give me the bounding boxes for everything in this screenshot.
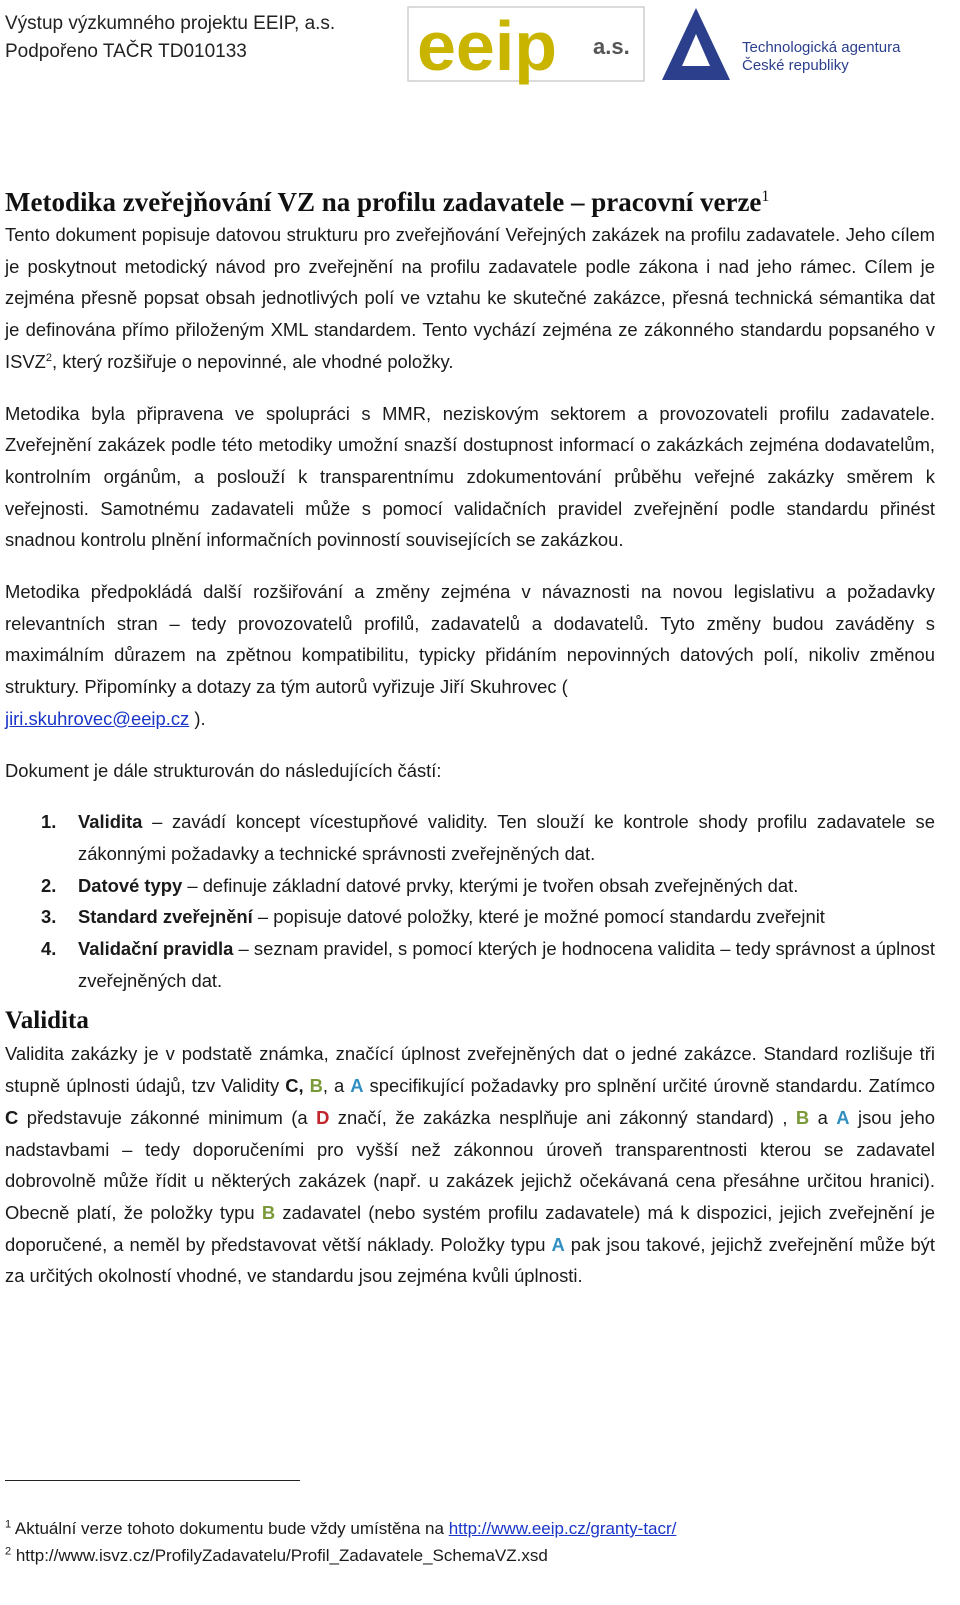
intro-paragraph-3: Metodika předpokládá další rozšiřování a změny zejména v návaznosti na novou legislativu a požadavky relevantních stran – tedy provozovatelů profilů, zadavatelů a dodavatelů. Tyto změny budou zaváděny s maximálním důrazem na zpětnou kompatibilitu, typicky přidáním nepovinných datových polí, nikoliv změnou struktury. Připomínky a dotazy za tým autorů vyřizuje Jiří Skuhrovec ( jiri.skuhrovec@eeip.cz ). bbox=[5, 581, 935, 729]
email-link[interactable]: jiri.skuhrovec@eeip.cz bbox=[5, 707, 190, 729]
intro-paragraph-1: Tento dokument popisuje datovou strukturu pro zveřejňování Veřejných zakázek na profilu zadavatele. Jeho cílem je poskytnout metodický návod pro zveřejnění na profilu zadavatele podle zákona i nad jeho rámec. Cílem je zejména přesně popsat obsah jednotlivých polí ve vztahu ke skutečné zakázce, přesná technická sémantika dat je definována přímo přiloženým XML standardem. Tento vychází zejména ze zákonného standardu popsaného v ISVZ$^2$, který rozšiřuje o nepovinné, ale vhodné položky. bbox=[5, 224, 935, 372]
ta-cr-logo-line2: České republiky bbox=[742, 57, 849, 74]
footnote-1: $^1$ Aktuální verze tohoto dokumentu bude vždy umístěna na http://www.eeip.cz/granty-tacr/ bbox=[5, 1518, 677, 1538]
list-item: 2. Datové typy – definuje základní datové prvky, kterými je tvořen obsah zveřejněných dat. bbox=[41, 874, 799, 896]
footnote-1-link[interactable]: http://www.eeip.cz/granty-tacr/ bbox=[448, 1519, 677, 1538]
list-item: 4. Validační pravidla – seznam pravidel, s pomocí kterých je hodnocena validita – tedy správnost a úplnost zveřejněných dat. bbox=[41, 938, 935, 991]
document-body bbox=[5, 180, 935, 1292]
eeip-logo-suffix: a.s. bbox=[593, 34, 630, 59]
header-text bbox=[5, 10, 335, 66]
eeip-logo-wordmark: eeip bbox=[417, 7, 558, 85]
footnote-ref-2: 2 bbox=[45, 351, 53, 364]
intro-paragraph-4: Dokument je dále strukturován do následujících částí: bbox=[5, 759, 442, 781]
ta-cr-logo bbox=[660, 4, 920, 82]
page-title-text: Metodika zveřejňování VZ na profilu zadavatele – pracovní verze bbox=[5, 187, 762, 217]
header-project-line: Výstup výzkumného projektu EEIP, a.s. bbox=[5, 13, 336, 34]
header-grant-line: Podpořeno TAČR TD010133 bbox=[5, 41, 247, 62]
validita-paragraph: Validita zakázky je v podstatě známka, značící úplnost zveřejněných dat o jedné zakázce. Standard rozlišuje tři stupně úplnosti údajů, tzv Validity C, B, a A specifikující požadavky pro splnění určité úrovně standardu. Zatímco C představuje zákonné minimum (a D značí, že zakázka nesplňuje ani zákonný standard) , B a A jsou jeho nadstavbami – tedy doporučeními pro vyšší než zákonnou úroveň transparentnosti kterou se zadavatel dobrovolně může řídit u některých zakázek (např. u zakázek jejichž očekávaná cena přesáhne určitou hranici). Obecně platí, že položky typu B zadavatel (nebo systém profilu zadavatele) má k dispozici, jejich zveřejnění je doporučené, a neměl by představovat větší náklady. Položky typu A pak jsou takové, jejichž zveřejnění může být za určitých okolností vhodné, ve standardu jsou zejména kvůli úplnosti. bbox=[5, 1043, 935, 1287]
footnote-divider bbox=[5, 1480, 300, 1481]
footnotes bbox=[5, 1515, 935, 1569]
footnote-2: $^2$ http://www.isvz.cz/ProfilyZadavatelu/Profil_Zadavatele_SchemaVZ.xsd bbox=[5, 1545, 548, 1565]
parts-list bbox=[5, 806, 935, 996]
title-footnote-ref: 1 bbox=[761, 188, 770, 205]
eeip-logo bbox=[407, 6, 645, 86]
page-title bbox=[5, 180, 935, 219]
section-heading-validita: Validita bbox=[5, 1007, 89, 1035]
list-item: 3. Standard zveřejnění – popisuje datové položky, které je možné pomocí standardu zveřejnit bbox=[41, 906, 825, 928]
intro-paragraph-2: Metodika byla připravena ve spolupráci s MMR, neziskovým sektorem a provozovateli profilu zadavatele. Zveřejnění zakázek podle této metodiky umožní snazší dostupnost informací o zakázkách zejména dodavatelům, kontrolním orgánům, a poslouží k transparentnímu zdokumentování průběhu veřejné zakázky směrem k veřejnosti. Samotnému zadavateli může s pomocí validačních pravidel zveřejnění podle standardu přinést snadnou kontrolu plnění informačních povinností souvisejících se zakázkou. bbox=[5, 402, 935, 551]
list-item: 1. Validita – zavádí koncept vícestupňové validity. Ten slouží ke kontrole shody profilu zadavatele se zákonnými požadavky a technické správnosti zveřejněných dat. bbox=[41, 811, 935, 864]
ta-cr-logo-line1: Technologická agentura bbox=[742, 39, 901, 56]
